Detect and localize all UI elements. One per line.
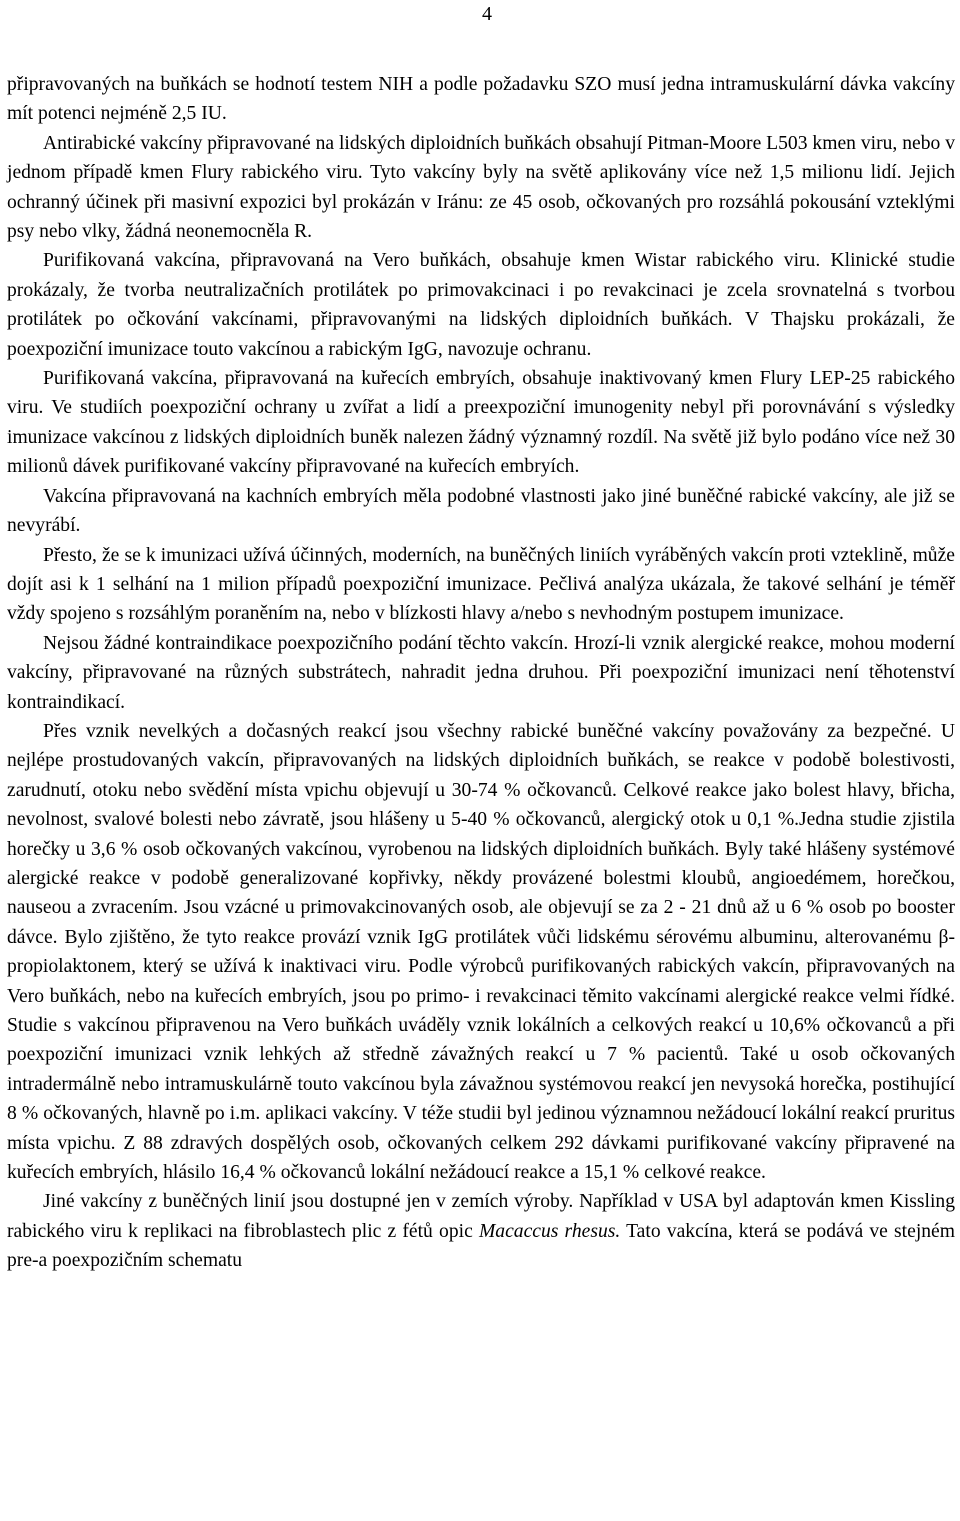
- paragraph-text-after: Tato vakcína, která se podává ve stejném pre-a poexpozičním schematu: [7, 1220, 955, 1272]
- paragraph-human-diploid-vaccines: Antirabické vakcíny připravované na lidských diploidních buňkách obsahují Pitman-Moore L503 kmen viru, nebo v jednom případě kmen Flury rabického viru. Tyto vakcíny byly na světě aplikovány více než 1,5 milionu lidí. Jejich ochranný účinek při masivní expozici byl prokázán v Iránu: ze 45 osob, očkovaných pro rozsáhlá pokousání vzteklými psy nebo vlky, žádná neonemocněla R.: [7, 132, 955, 243]
- paragraph-chick-embryo-vaccine: Purifikovaná vakcína, připravovaná na kuřecích embryích, obsahuje inaktivovaný kmen Flury LEP-25 rabického viru. Ve studiích poexpoziční ochrany u zvířat a lidí a preexpoziční imunogenity nebyl při porovnávání s výsledky imunizace vakcínou z lidských diploidních buněk nalezen žádný významný rozdíl. Na světě již bylo podáno více než 30 milionů dávek purifikované vakcíny připravované na kuřecích embryích.: [7, 368, 955, 478]
- paragraph-vero-cell-vaccine: Purifikovaná vakcína, připravovaná na Vero buňkách, obsahuje kmen Wistar rabického viru. Klinické studie prokázaly, že tvorba neutralizačních protilátek po primovakcinaci i po revakcinaci je zcela srovnatelná s tvorbou protilátek po očkování vakcínami, připravovanými na lidských diploidních buňkách. V Thajsku prokázali, že poexpoziční imunizace touto vakcínou a rabickým IgG, navozuje ochranu.: [7, 250, 955, 360]
- paragraph-other-cell-line-vaccines: [7, 1187, 955, 1275]
- paragraph-adverse-reactions: Přes vznik nevelkých a dočasných reakcí jsou všechny rabické buněčné vakcíny považovány za bezpečné. U nejlépe prostudovaných vakcín, připravovaných na lidských diploidních buňkách, se reakce v podobě bolestivosti, zarudnutí, otoku nebo svědění místa vpichu objevují u 30-74 % očkovanců. Celkové reakce jako bolest hlavy, břicha, nevolnost, svalové bolesti nebo závratě, jsou hlášeny u 5-40 % očkovanců, alergický otok u 0,1 %.Jedna studie zjistila horečky u 3,6 % osob očkovaných vakcínou, vyrobenou na lidských diploidních buňkách. Byly také hlášeny systémové alergické reakce v podobě generalizované kopřivky, někdy provázené bolestmi kloubů, angioedémem, horečkou, nauseou a zvracením. Jsou vzácné u primovakcinovaných osob, ale objevují se za 2 - 21 dnů až u 6 % osob po booster dávce. Bylo zjištěno, že tyto reakce provází vznik IgG protilátek vůči lidskému sérovému albuminu, alterovanému β-propiolaktonem, který se užívá k inaktivaci viru. Podle výrobců purifikovaných rabických vakcín, připravovaných na Vero buňkách, nebo na kuřecích embryích, jsou po primo- i revakcinaci těmito vakcínami alergické reakce velmi řídké. Studie s vakcínou připravenou na Vero buňkách uváděly vznik lokálních a celkových reakcí u 10,6% očkovanců a při poexpoziční imunizaci vznik lehkých až středně závažných reakcí u 7 % pacientů. Také u osob očkovaných intradermálně nebo intramuskulárně touto vakcínou byla závažnou systémovou reakcí jen nevysoká horečka, postihující 8 % očkovaných, hlavně po i.m. aplikaci vakcíny. V téže studii byl jedinou významnou nežádoucí lokální reakcí pruritus místa vpichu. Z 88 zdravých dospělých osob, očkovaných celkem 292 dávkami purifikované vakcíny připravené na kuřecích embryích, hlásilo 16,4 % očkovanců lokální nežádoucí reakce a 15,1 % celkové reakce.: [7, 720, 955, 1184]
- paragraph-duck-embryo-vaccine: Vakcína připravovaná na kachních embryích měla podobné vlastnosti jako jiné buněčné rabické vakcíny, ale již se nevyrábí.: [7, 485, 955, 537]
- paragraph-text-before: Jiné vakcíny z buněčných linií jsou dostupné jen v zemích výroby. Například v USA byl adaptován kmen Kissling rabického viru k replikaci na fibroblastech plic z fétů opic: [7, 1191, 955, 1242]
- species-name-italic: Macaccus rhesus.: [478, 1220, 621, 1242]
- paragraph-intro-continuation: připravovaných na buňkách se hodnotí testem NIH a podle požadavku SZO musí jedna intramuskulární dávka vakcíny mít potenci nejméně 2,5 IU.: [7, 74, 955, 125]
- paragraph-contraindications: Nejsou žádné kontraindikace poexpozičního podání těchto vakcín. Hrozí-li vznik alergické reakce, mohou moderní vakcíny, připravované na různých substrátech, nahradit jedna druhou. Při poexpoziční imunizaci není těhotenství kontraindikací.: [7, 632, 955, 713]
- document-body: [7, 70, 955, 1276]
- paragraph-immunization-failure: Přesto, že se k imunizaci užívá účinných, moderních, na buněčných liniích vyráběných vakcín proti vzteklině, může dojít asi k 1 selhání na 1 milion případů poexpoziční imunizace. Pečlivá analýza ukázala, že takové selhání je téměř vždy spojeno s rozsáhlým poraněním na, nebo v blízkosti hlavy a/nebo s nevhodným postupem imunizace.: [7, 544, 955, 625]
- page-number: 4: [482, 3, 492, 25]
